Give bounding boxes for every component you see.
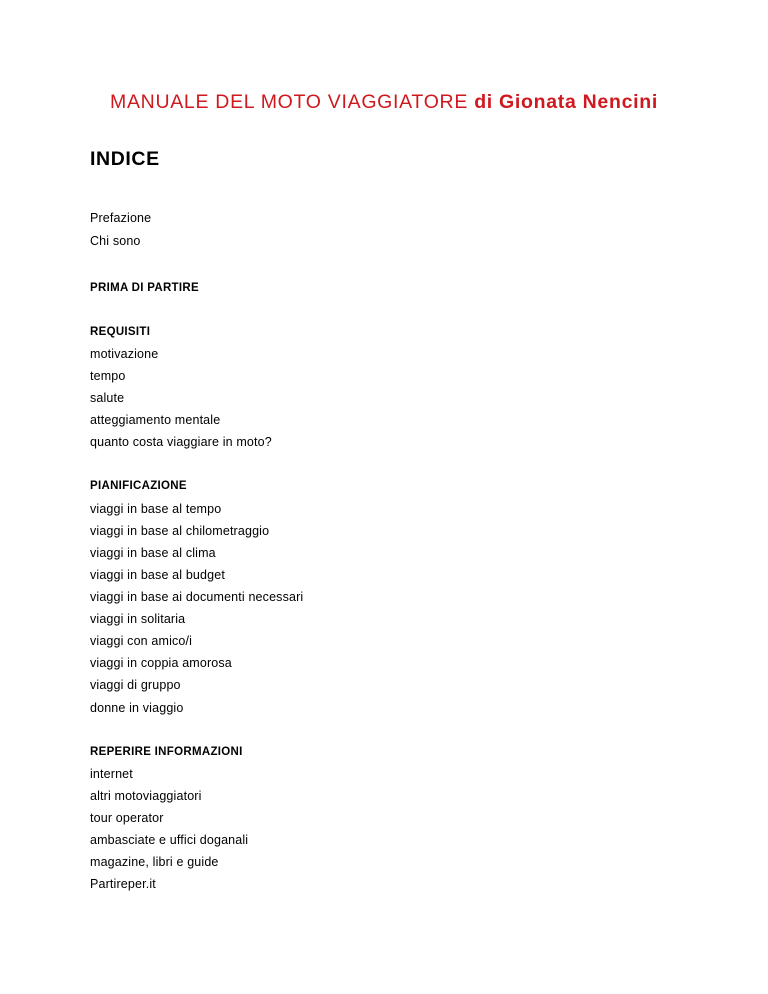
title-main: MANUALE DEL MOTO VIAGGIATORE (110, 91, 469, 113)
document-title (0, 89, 768, 115)
toc-entry: salute (90, 391, 125, 405)
toc-entry: magazine, libri e guide (90, 855, 219, 869)
toc-entry: viaggi con amico/i (90, 634, 193, 648)
toc-entry: viaggi in base al clima (90, 546, 216, 560)
toc-entry: viaggi in base al chilometraggio (90, 524, 270, 538)
section-heading-prima-di-partire: PRIMA DI PARTIRE (90, 282, 199, 294)
toc-entry: internet (90, 767, 133, 781)
toc-entry: Partireper.it (90, 877, 156, 891)
section-heading-requisiti: REQUISITI (90, 326, 151, 338)
title-author: di Gionata Nencini (474, 91, 658, 113)
toc-entry-chi-sono: Chi sono (90, 234, 141, 248)
toc-entry: tour operator (90, 811, 164, 825)
toc-entry: quanto costa viaggiare in moto? (90, 435, 272, 449)
toc-entry-prefazione: Prefazione (90, 211, 152, 225)
toc-entry: donne in viaggio (90, 701, 184, 715)
toc-entry: viaggi in coppia amorosa (90, 656, 232, 670)
toc-entry: tempo (90, 369, 126, 383)
section-heading-reperire-informazioni: REPERIRE INFORMAZIONI (90, 746, 243, 758)
toc-entry: viaggi in solitaria (90, 612, 186, 626)
index-heading: INDICE (90, 148, 160, 170)
section-heading-pianificazione: PIANIFICAZIONE (90, 480, 187, 492)
toc-entry: motivazione (90, 347, 159, 361)
toc-entry: viaggi di gruppo (90, 678, 181, 692)
toc-entry: viaggi in base al tempo (90, 502, 222, 516)
toc-entry: ambasciate e uffici doganali (90, 833, 249, 847)
toc-entry: altri motoviaggiatori (90, 789, 202, 803)
toc-entry: viaggi in base al budget (90, 568, 225, 582)
toc-entry: viaggi in base ai documenti necessari (90, 590, 304, 604)
toc-entry: atteggiamento mentale (90, 413, 221, 427)
